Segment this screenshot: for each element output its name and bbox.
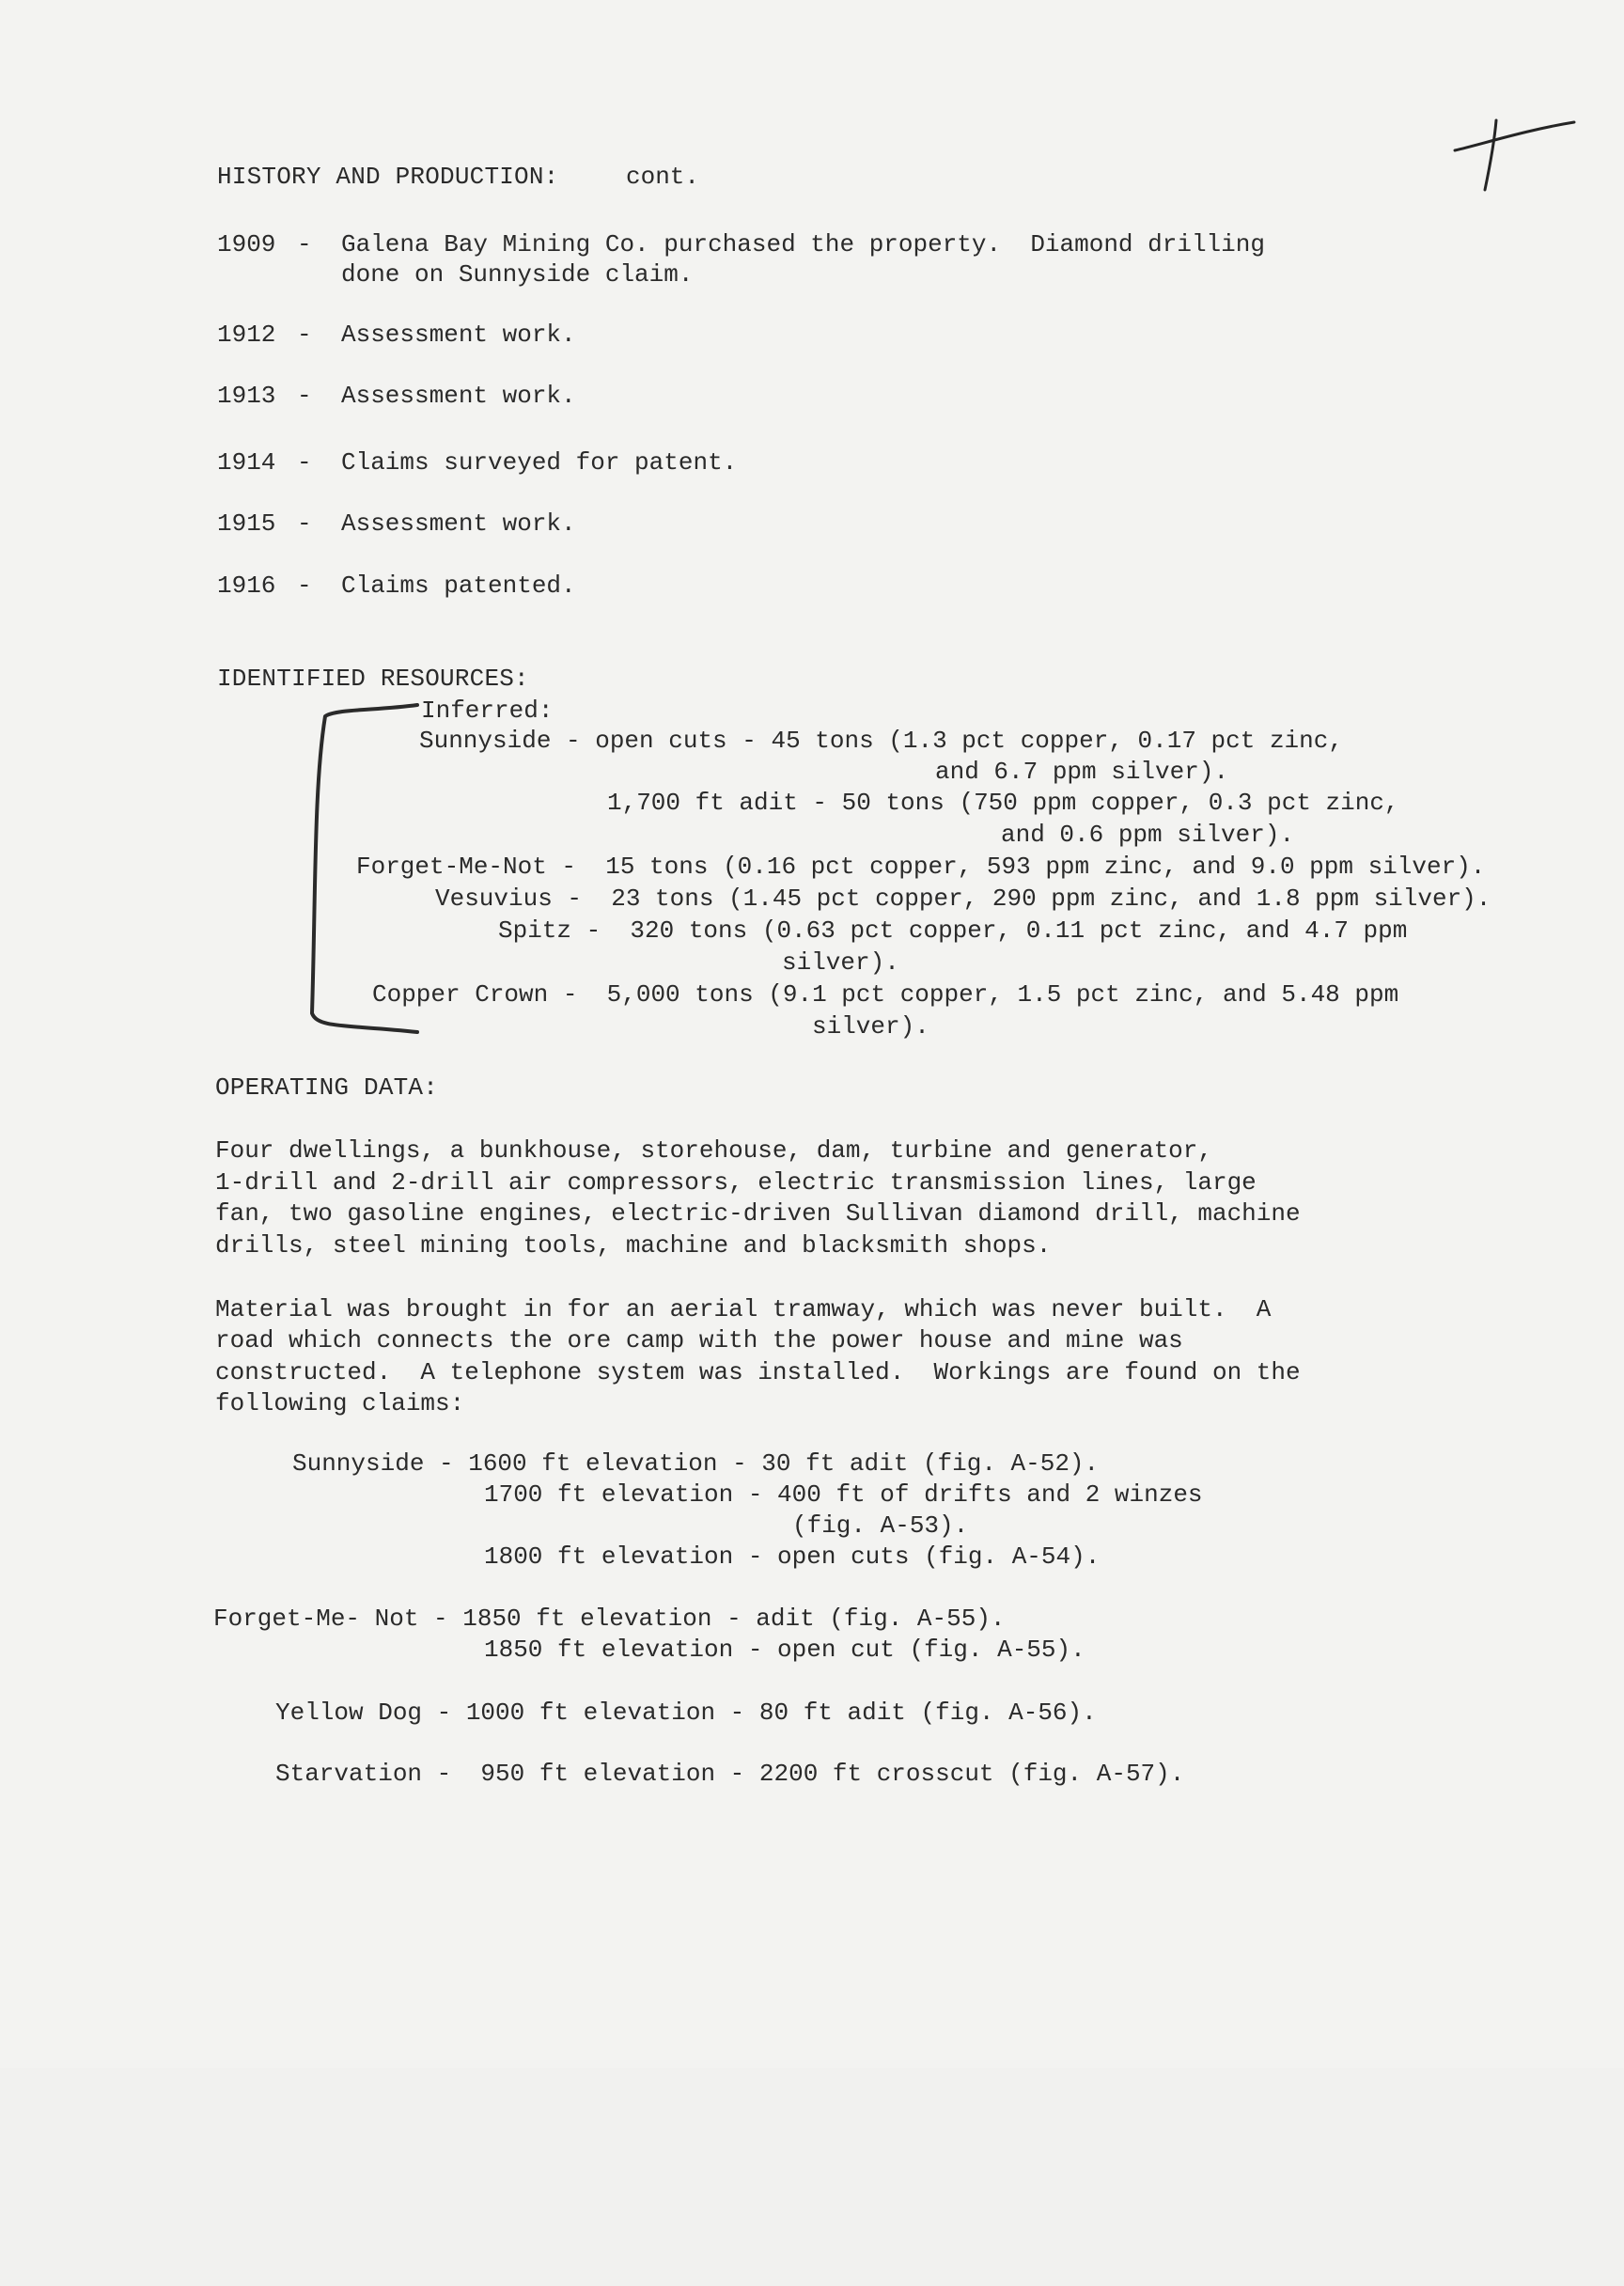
history-text-1912: Assessment work. [341, 321, 576, 349]
operating-paragraph-line: fan, two gasoline engines, electric-driven Sullivan diamond drill, machine [215, 1199, 1301, 1228]
operating-paragraph-line: constructed. A telephone system was installed. Workings are found on the [215, 1358, 1301, 1386]
history-text-1909-cont: done on Sunnyside claim. [341, 260, 694, 289]
handwritten-cross-mark [1447, 113, 1579, 197]
working-line: Starvation - 950 ft elevation - 2200 ft crosscut (fig. A-57). [275, 1760, 1185, 1788]
history-year-1916: 1916 [217, 572, 276, 600]
resource-line: and 6.7 ppm silver). [935, 758, 1229, 786]
working-line: 1850 ft elevation - open cut (fig. A-55). [484, 1636, 1085, 1664]
history-text-1909: Galena Bay Mining Co. purchased the property. Diamond drilling [341, 230, 1265, 258]
resources-heading: IDENTIFIED RESOURCES: [217, 665, 529, 693]
history-year-1913: 1913 [217, 382, 276, 410]
history-year-1912: 1912 [217, 321, 276, 349]
history-heading: HISTORY AND PRODUCTION: [217, 163, 559, 191]
resource-line: and 0.6 ppm silver). [1001, 821, 1295, 849]
history-dash: - [297, 321, 312, 349]
history-text-1915: Assessment work. [341, 509, 576, 538]
operating-paragraph-line: 1-drill and 2-drill air compressors, electric transmission lines, large [215, 1168, 1257, 1197]
history-year-1915: 1915 [217, 509, 276, 538]
operating-paragraph-line: following claims: [215, 1389, 465, 1417]
history-text-1913: Assessment work. [341, 382, 576, 410]
history-text-1914: Claims surveyed for patent. [341, 448, 738, 477]
resources-subheading: Inferred: [421, 697, 554, 725]
resource-line: Sunnyside - open cuts - 45 tons (1.3 pct copper, 0.17 pct zinc, [419, 727, 1343, 755]
history-year-1909: 1909 [217, 230, 276, 258]
resource-line: silver). [782, 948, 899, 977]
history-dash: - [297, 509, 312, 538]
history-text-1916: Claims patented. [341, 572, 576, 600]
history-dash: - [297, 448, 312, 477]
operating-paragraph-line: road which connects the ore camp with the power house and mine was [215, 1326, 1183, 1354]
working-line: 1700 ft elevation - 400 ft of drifts and 2 winzes [484, 1480, 1203, 1509]
resource-line: Spitz - 320 tons (0.63 pct copper, 0.11 pct zinc, and 4.7 ppm [498, 916, 1408, 945]
history-year-1914: 1914 [217, 448, 276, 477]
operating-paragraph-line: drills, steel mining tools, machine and blacksmith shops. [215, 1231, 1052, 1260]
operating-paragraph-line: Material was brought in for an aerial tramway, which was never built. A [215, 1295, 1272, 1323]
resource-line: silver). [812, 1012, 929, 1041]
history-dash: - [297, 230, 312, 258]
history-heading-cont: cont. [626, 163, 700, 191]
working-line: Yellow Dog - 1000 ft elevation - 80 ft adit (fig. A-56). [275, 1699, 1097, 1727]
history-dash: - [297, 572, 312, 600]
resource-line: Forget-Me-Not - 15 tons (0.16 pct copper, 593 ppm zinc, and 9.0 ppm silver). [356, 853, 1486, 881]
operating-heading: OPERATING DATA: [215, 1073, 439, 1102]
resource-line: Vesuvius - 23 tons (1.45 pct copper, 290 ppm zinc, and 1.8 ppm silver). [435, 885, 1491, 913]
working-line: (fig. A-53). [792, 1511, 969, 1540]
working-line: Sunnyside - 1600 ft elevation - 30 ft adit (fig. A-52). [292, 1449, 1100, 1478]
resource-line: Copper Crown - 5,000 tons (9.1 pct copper, 1.5 pct zinc, and 5.48 ppm [372, 980, 1399, 1009]
history-dash: - [297, 382, 312, 410]
working-line: 1800 ft elevation - open cuts (fig. A-54). [484, 1542, 1101, 1571]
operating-paragraph-line: Four dwellings, a bunkhouse, storehouse, dam, turbine and generator, [215, 1136, 1212, 1165]
resource-line: 1,700 ft adit - 50 tons (750 ppm copper, 0.3 pct zinc, [607, 789, 1399, 817]
working-line: Forget-Me- Not - 1850 ft elevation - adit (fig. A-55). [213, 1605, 1006, 1633]
